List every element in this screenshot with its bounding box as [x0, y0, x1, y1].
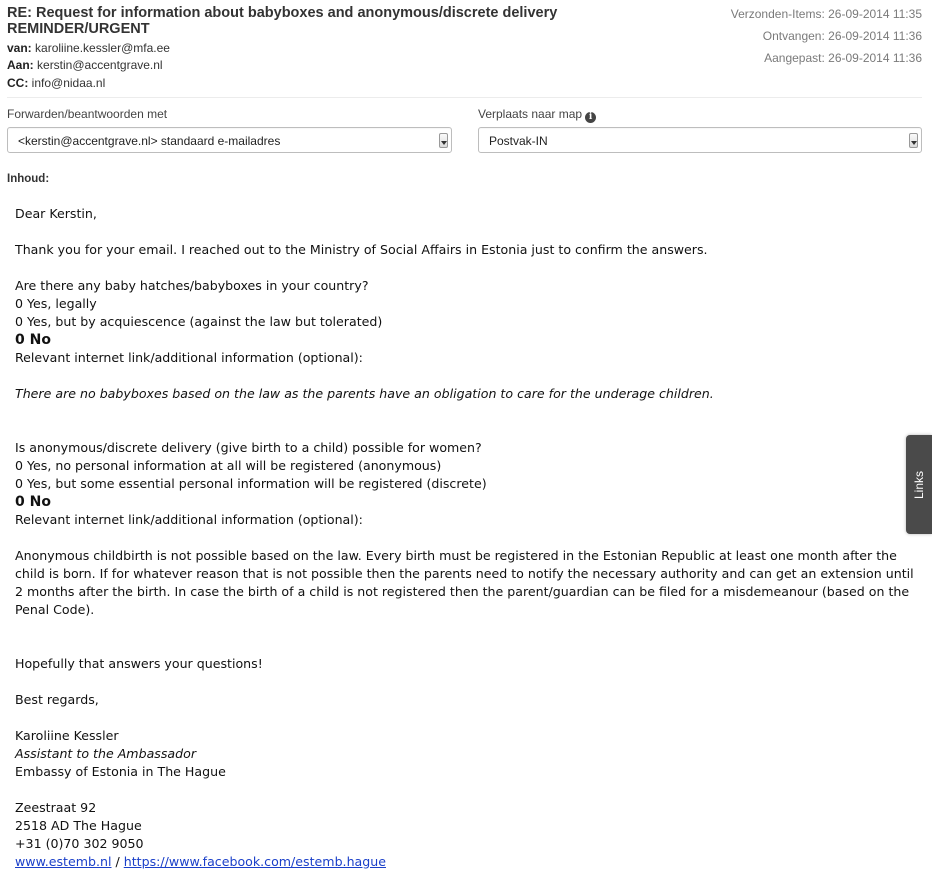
to-label: Aan: [7, 58, 34, 72]
website-link[interactable]: www.estemb.nl [15, 854, 112, 869]
q2-answer: Anonymous childbirth is not possible based on the law. Every birth must be registered in the Estonian Republic at least one month after the child is born. If for whatever reason that is not possible then the parents need to notify the necessary authority and can get an extension until 2 months after the birth. In case the birth of a child is not registered then the parent/guardian can be filed for a misdemeanour (based on the Penal Code). [15, 548, 914, 617]
q1-option-1: 0 Yes, legally [15, 296, 97, 311]
address-city: 2518 AD The Hague [15, 818, 142, 833]
info-icon[interactable]: i [585, 112, 596, 123]
links-line [15, 853, 915, 871]
cc-line [7, 76, 105, 91]
to-address: kerstin@accentgrave.nl [37, 58, 163, 72]
move-select-value: Postvak-IN [489, 134, 548, 148]
q2-option-1: 0 Yes, no personal information at all will be registered (anonymous) [15, 458, 442, 473]
greeting: Dear Kerstin, [15, 206, 97, 221]
question-1: Are there any baby hatches/babyboxes in your country? [15, 278, 369, 293]
email-body [15, 205, 915, 871]
links-tab-label: Links [912, 470, 926, 499]
from-address: karoliine.kessler@mfa.ee [35, 41, 170, 55]
email-subject: RE: Request for information about babyboxes and anonymous/discrete delivery REMINDER/URGENT [7, 5, 558, 37]
closing-line: Hopefully that answers your questions! [15, 656, 263, 671]
received-timestamp: Ontvangen: 26-09-2014 11:36 [762, 29, 922, 43]
cc-label: CC: [7, 76, 29, 90]
facebook-link[interactable]: https://www.facebook.com/estemb.hague [123, 854, 386, 869]
chevron-down-icon[interactable] [439, 133, 448, 148]
forward-select[interactable] [7, 127, 452, 153]
question-2: Is anonymous/discrete delivery (give birth to a child) possible for women? [15, 440, 482, 455]
cc-address: info@nidaa.nl [31, 76, 106, 90]
signature-title: Assistant to the Ambassador [15, 746, 197, 761]
from-line [7, 41, 170, 56]
move-folder-select[interactable] [478, 127, 922, 153]
forward-select-value: <kerstin@accentgrave.nl> standaard e-mailadres [18, 134, 281, 148]
q1-link-label: Relevant internet link/additional information (optional): [15, 350, 363, 365]
to-line [7, 58, 163, 73]
from-label: van: [7, 41, 32, 55]
chevron-down-icon[interactable] [909, 133, 918, 148]
q2-option-3: 0 No [15, 494, 51, 510]
move-label [478, 107, 596, 123]
q1-option-2: 0 Yes, but by acquiescence (against the law but tolerated) [15, 314, 383, 329]
modified-timestamp: Aangepast: 26-09-2014 11:36 [764, 51, 922, 65]
q1-answer: There are no babyboxes based on the law as the parents have an obligation to care for the underage children. [15, 386, 714, 401]
signature-name: Karoliine Kessler [15, 728, 119, 743]
link-separator: / [111, 854, 124, 869]
forward-label: Forwarden/beantwoorden met [7, 107, 168, 121]
sent-timestamp: Verzonden-Items: 26-09-2014 11:35 [730, 7, 922, 21]
signature-org: Embassy of Estonia in The Hague [15, 764, 226, 779]
q2-link-label: Relevant internet link/additional information (optional): [15, 512, 363, 527]
address-street: Zeestraat 92 [15, 800, 97, 815]
q2-option-2: 0 Yes, but some essential personal information will be registered (discrete) [15, 476, 487, 491]
move-label-text: Verplaats naar map [478, 107, 583, 121]
links-tab[interactable] [906, 435, 932, 534]
phone-number: +31 (0)70 302 9050 [15, 836, 144, 851]
header-divider [7, 97, 922, 98]
q1-option-3: 0 No [15, 332, 51, 348]
content-label: Inhoud: [7, 173, 50, 185]
intro-text: Thank you for your email. I reached out to the Ministry of Social Affairs in Estonia just to confirm the answers. [15, 242, 708, 257]
regards-line: Best regards, [15, 692, 99, 707]
